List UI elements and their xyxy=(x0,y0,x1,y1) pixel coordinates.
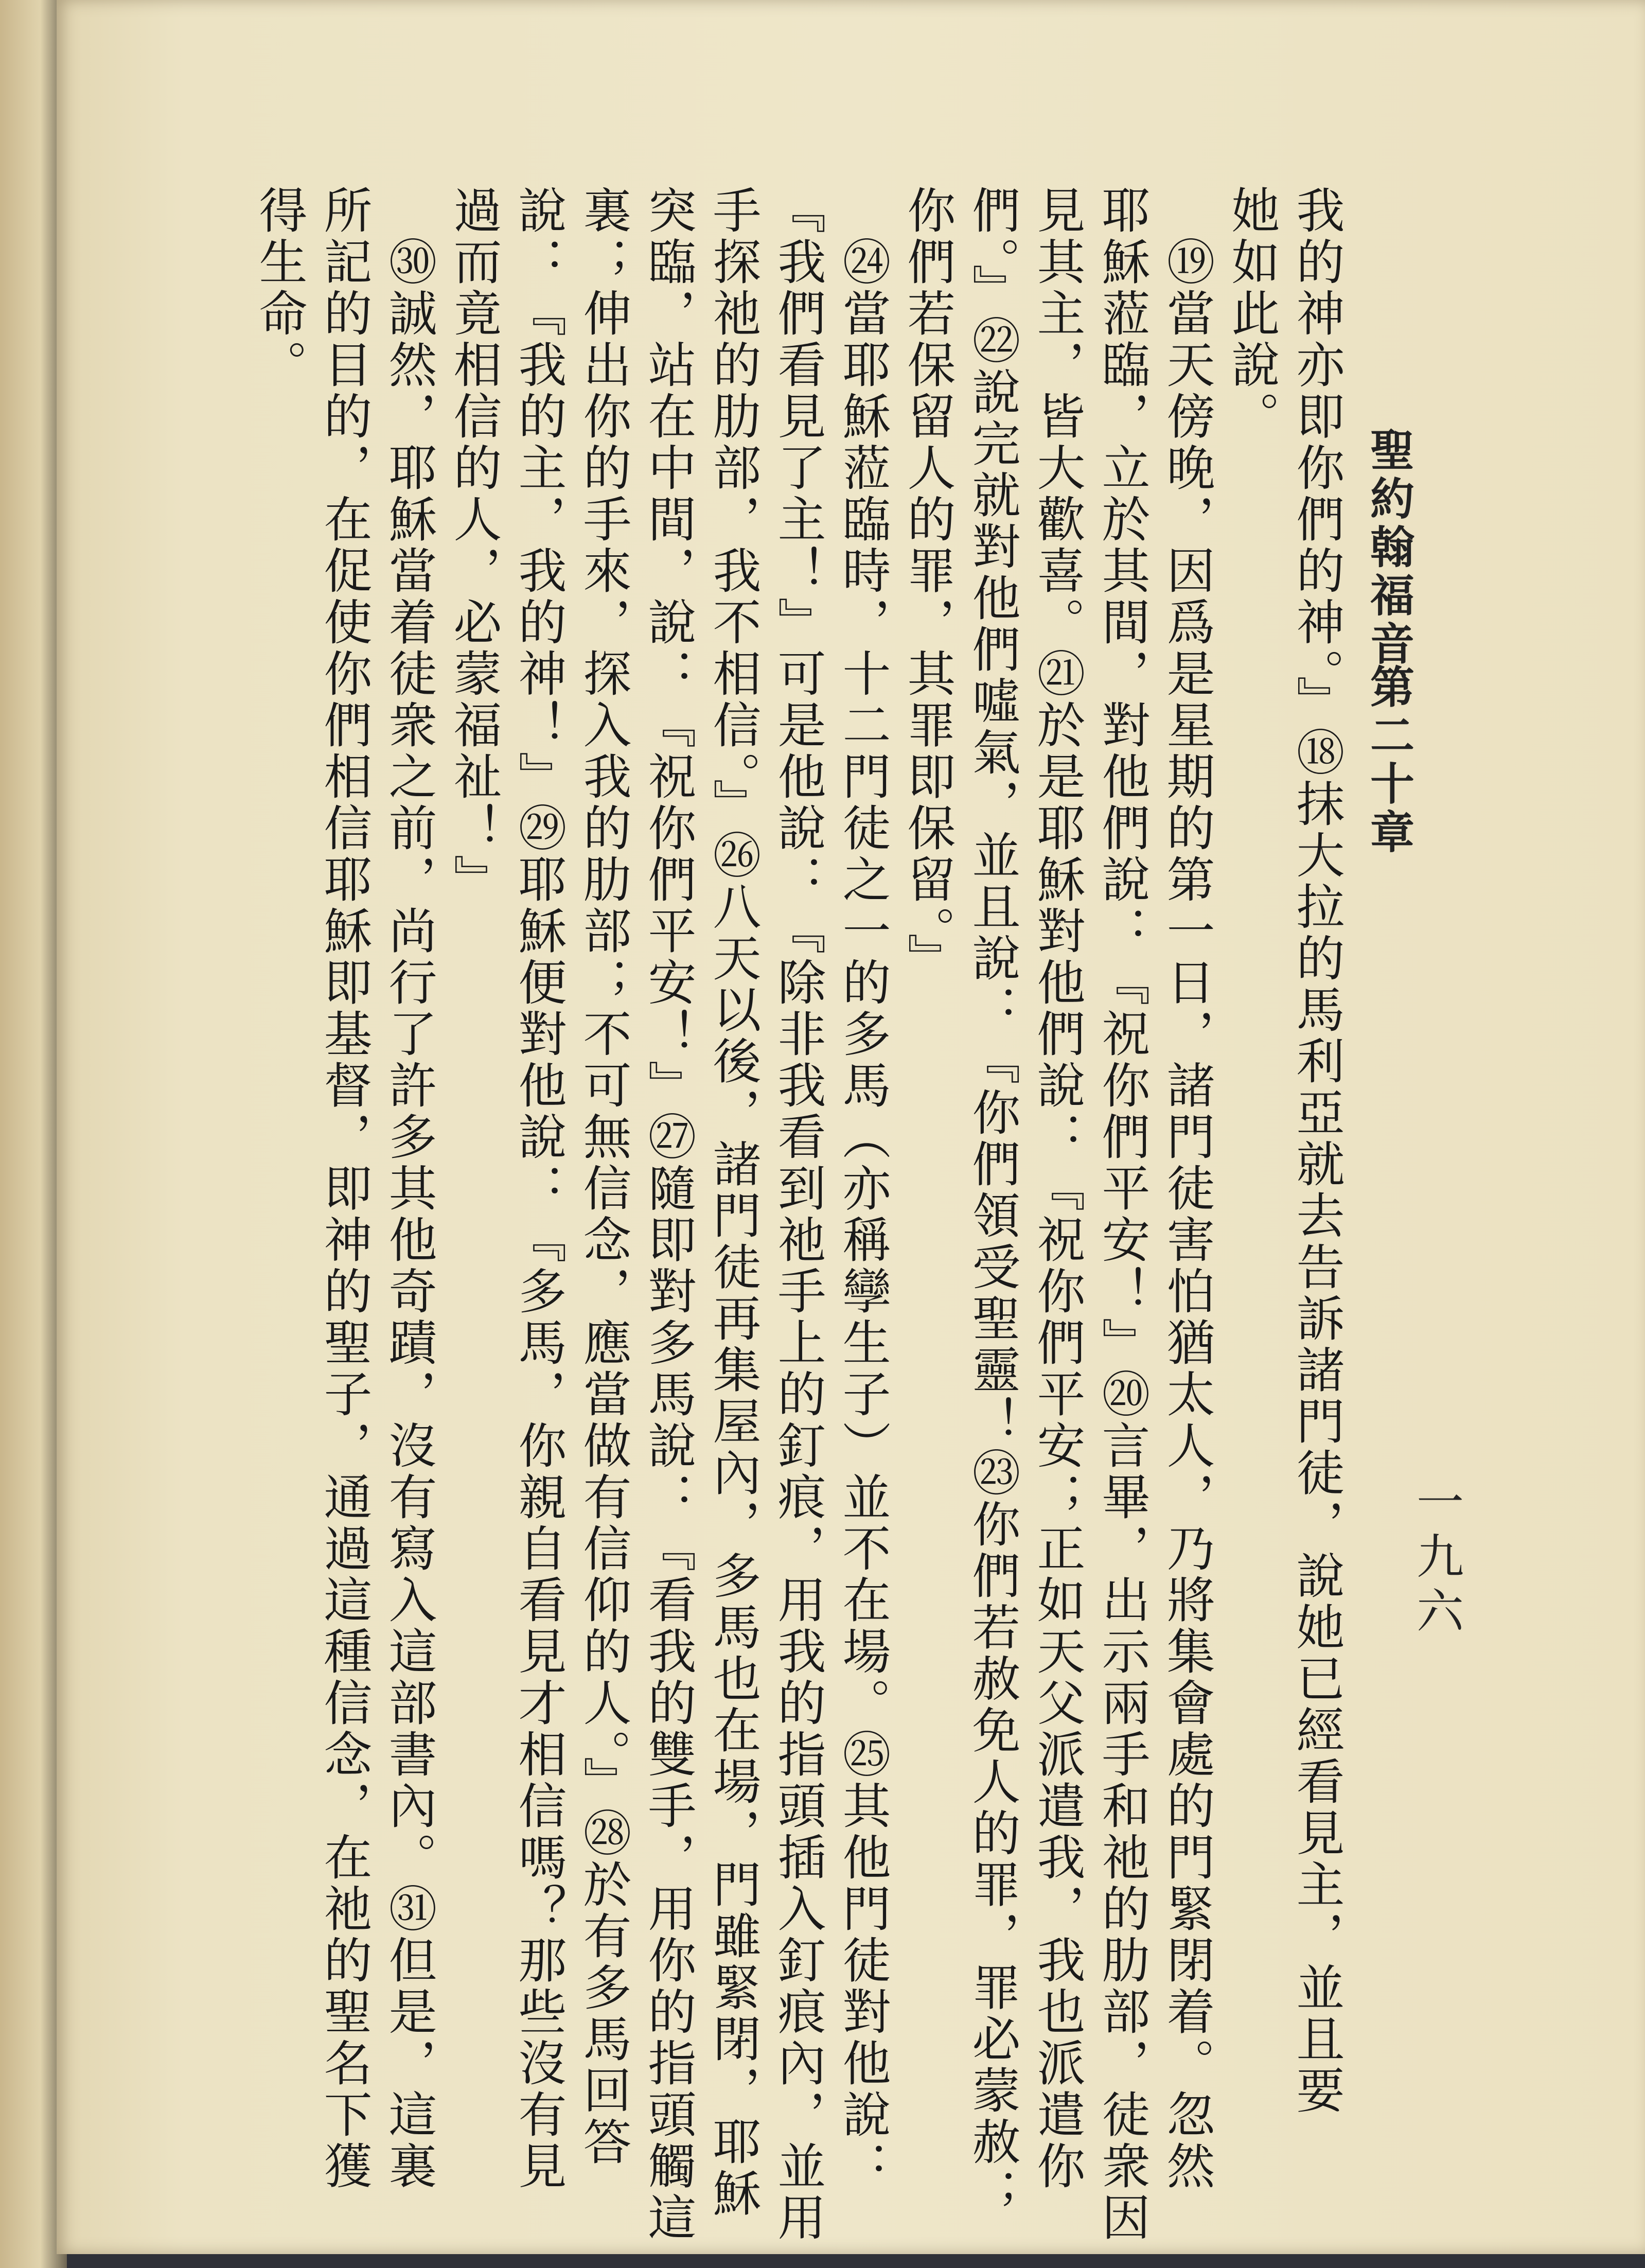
text-column: 『我們看見了主！』可是他說：『除非我看到祂手上的釘痕，用我的指頭插入釘痕內，並用 xyxy=(769,185,825,2244)
text-column: ㉔當耶穌蒞臨時，十二門徒之一的多馬（亦稱孿生子）並不在場。㉕其他門徒對他說： xyxy=(834,185,890,2192)
book-page xyxy=(57,0,1645,2254)
text-column: 過而竟相信的人，必蒙福祉！』 xyxy=(445,185,501,906)
chapter-heading: 第二十章 xyxy=(1363,664,1414,857)
text-column: 說：『我的主，我的神！』㉙耶穌便對他說：『多馬，你親自看見才相信嗎？那些沒有見 xyxy=(510,185,566,2192)
text-column: ⑲當天傍晚，因爲是星期的第一日，諸門徒害怕猶太人，乃將集會處的門緊閉着。忽然 xyxy=(1158,185,1214,2192)
text-column: 所記的目的，在促使你們相信耶穌即基督，即神的聖子，通過這種信念，在祂的聖名下獲 xyxy=(315,185,372,2192)
text-column: 手探祂的肋部，我不相信。』㉖八天以後，諸門徒再集屋內，多馬也在場，門雖緊閉，耶穌 xyxy=(704,185,760,2220)
text-column: 她如此說。 xyxy=(1223,185,1279,443)
text-column: 我的神亦即你們的神。』⑱抹大拉的馬利亞就去告訴諸門徒，說她已經看見主，並且要 xyxy=(1288,185,1344,2117)
body-text xyxy=(247,185,1348,2244)
text-column: 耶穌蒞臨，立於其間，對他們說：『祝你們平安！』⑳言畢，出示兩手和祂的肋部，徒衆因 xyxy=(1093,185,1149,2244)
text-column: 突臨，站在中間，說：『祝你們平安！』㉗隨即對多馬說：『看我的雙手，用你的指頭觸這 xyxy=(640,185,696,2244)
page-number: 一九六 xyxy=(1409,1477,1464,1641)
running-title: 聖約翰福音 xyxy=(1363,427,1414,669)
text-column: 見其主，皆大歡喜。㉑於是耶穌對他們說：『祝你們平安；正如天父派遣我，我也派遣你 xyxy=(1029,185,1085,2192)
text-column: 們。』㉒說完就對他們噓氣，並且說：『你們領受聖靈！㉓你們若赦免人的罪，罪必蒙赦； xyxy=(964,185,1020,2220)
text-column: 裏；伸出你的手來，探入我的肋部；不可無信念，應當做有信仰的人。』㉘於有多馬回答 xyxy=(575,185,631,2168)
text-column: 得生命。 xyxy=(251,185,307,391)
text-column: ㉚誠然，耶穌當着徒衆之前，尚行了許多其他奇蹟，沒有寫入這部書內。㉛但是，這裏 xyxy=(380,185,436,2192)
text-column: 你們若保留人的罪，其罪即保留。』 xyxy=(899,185,955,984)
